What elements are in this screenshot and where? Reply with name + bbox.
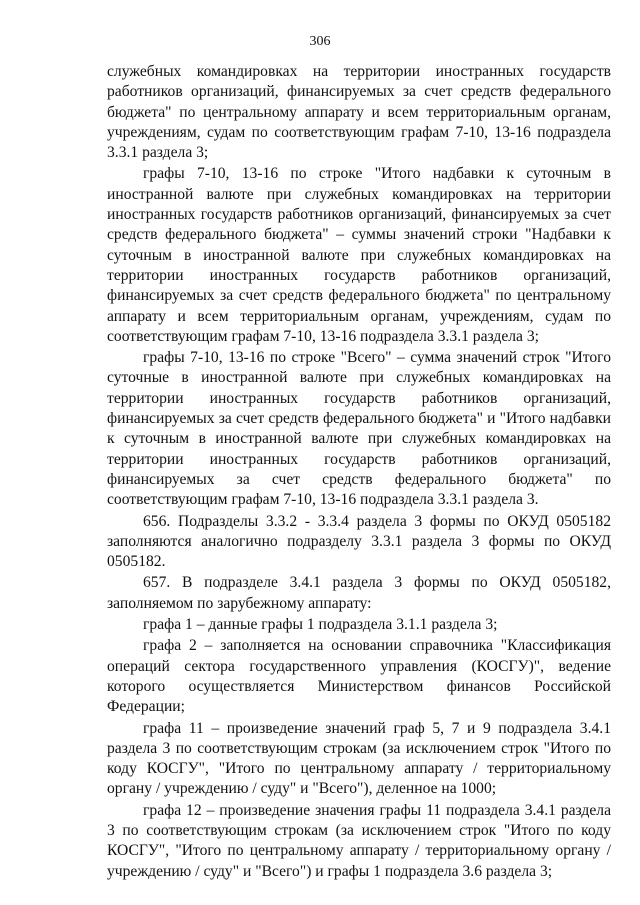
paragraph-657: 657. В подразделе 3.4.1 раздела 3 формы по ОКУД 0505182, заполняемом по зарубежному аппарату: — [107, 574, 611, 612]
paragraph-grand-total: графы 7-10, 13-16 по строке "Всего" – сумма значений строк "Итого суточные в иностранной валюте при служебных командировках на территории иностранных государств работников организаций, финансируемых за счет средств федерального бюджета" и "Итого надбавки к суточным в иностранной валюте при служебных командировках на территории иностранных государств работников организаций, финансируемых за счет средств федерального бюджета" по соответствующим графам 7-10, 13-16 подраздела 3.3.1 раздела 3. — [107, 349, 611, 509]
document-body — [107, 62, 611, 883]
page-number: 306 — [309, 34, 331, 49]
paragraph-column-2: графа 2 – заполняется на основании справочника "Классификация операций сектора государственного управления (КОСГУ)", ведение которого осуществляется Министерством финансов Российской Федерации; — [107, 637, 611, 716]
paragraph-column-1: графа 1 – данные графы 1 подраздела 3.1.1 раздела 3; — [143, 616, 498, 634]
paragraph-column-11: графа 11 – произведение значений граф 5, 7 и 9 подраздела 3.4.1 раздела 3 по соответствующим строкам (за исключением строк "Итого по коду КОСГУ", "Итого по центральному аппарату / территориальному органу / учреждению / суду" и "Всего"), деленное на 1000; — [107, 719, 611, 798]
paragraph-column-12: графа 12 – произведение значения графы 11 подраздела 3.4.1 раздела 3 по соответствующим строкам (за исключением строк "Итого по коду КОСГУ", "Итого по центральному аппарату / территориальному органу / учреждению / суду" и "Всего") и графы 1 подраздела 3.6 раздела 3; — [107, 801, 611, 880]
paragraph-allowance-total: графы 7-10, 13-16 по строке "Итого надбавки к суточным в иностранной валюте при служебных командировках на территории иностранных государств работников организаций, финансируемых за счет средств федерального бюджета" – суммы значений строки "Надбавки к суточным в иностранной валюте при служебных командировках на территории иностранных государств работников организаций, финансируемых за счет средств федерального бюджета" по центральному аппарату и всем территориальным органам, учреждениям, судам по соответствующим графам 7-10, 13-16 подраздела 3.3.1 раздела 3; — [107, 165, 611, 345]
paragraph-continuation: служебных командировках на территории иностранных государств работников организаций, финансируемых за счет средств федерального бюджета" по центральному аппарату и всем территориальным органам, учреждениям, судам по соответствующим графам 7-10, 13-16 подраздела 3.3.1 раздела 3; — [107, 63, 611, 162]
paragraph-656: 656. Подразделы 3.3.2 - 3.3.4 раздела 3 формы по ОКУД 0505182 заполняются аналогично подразделу 3.3.1 раздела 3 формы по ОКУД 0505182. — [107, 512, 611, 571]
